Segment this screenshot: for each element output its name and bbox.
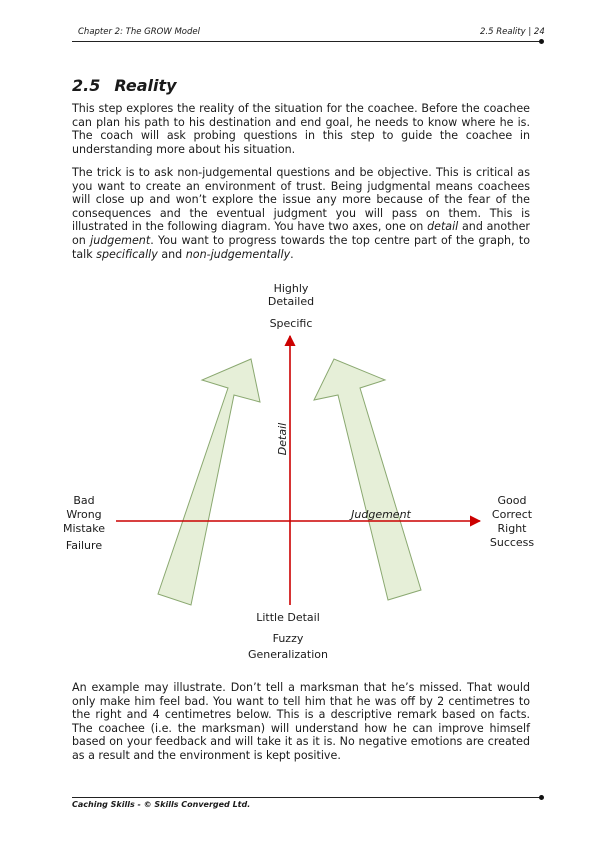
footer-rule bbox=[72, 797, 541, 798]
bottom-label-little-detail: Little Detail bbox=[256, 611, 320, 624]
left-label-failure: Failure bbox=[65, 539, 103, 552]
left-label-wrong: Wrong bbox=[66, 508, 102, 521]
top-label-specific: Specific bbox=[269, 317, 313, 330]
p2-specifically-emph: specifically bbox=[96, 247, 158, 261]
left-label-mistake: Mistake bbox=[62, 522, 106, 535]
p2-detail-emph: detail bbox=[427, 220, 459, 234]
right-label-correct: Correct bbox=[491, 508, 533, 521]
section-title: Reality bbox=[114, 76, 177, 95]
running-header-section: 2.5 Reality | 24 bbox=[480, 27, 545, 37]
paragraph-intro: This step explores the reality of the situation for the coachee. Before the coachee can plan his path to his destination and end goal, he needs to know where he is. The coach will ask probing questions in this step to guide the coachee in understanding more about his situation. bbox=[72, 102, 530, 156]
section-number: 2.5 bbox=[72, 76, 101, 95]
detail-judgement-diagram bbox=[0, 270, 600, 670]
vertical-axis-label: Detail bbox=[276, 422, 289, 456]
top-label-detailed: Detailed bbox=[267, 295, 315, 308]
footer-rule-end-dot bbox=[539, 795, 544, 800]
footer-copyright: Caching Skills - © Skills Converged Ltd. bbox=[72, 800, 251, 809]
right-label-success: Success bbox=[489, 536, 535, 549]
right-label-good: Good bbox=[497, 494, 527, 507]
horizontal-axis-label: Judgement bbox=[351, 508, 411, 521]
p2-judgement-emph: judgement bbox=[90, 233, 151, 247]
section-heading bbox=[72, 76, 177, 95]
left-label-bad: Bad bbox=[73, 494, 95, 507]
running-header-chapter: Chapter 2: The GROW Model bbox=[78, 27, 200, 37]
p2-text-d: and bbox=[157, 247, 186, 261]
left-progress-arrow bbox=[158, 359, 260, 605]
p2-text-b: and another on bbox=[72, 220, 530, 247]
p2-text-a: The trick is to ask non-judgemental questions and be objective. This is critical as you want to create an environment of trust. Being judgmental means coachees will close up and won’t explore the issue any more because of the fear of the consequences and the eventual judgment you will pass on them. This is illustrated in the following diagram. You have two axes, one on bbox=[72, 166, 530, 234]
right-label-right: Right bbox=[497, 522, 527, 535]
header-rule bbox=[72, 41, 541, 42]
p2-text-c: . You want to progress towards the top centre part of the graph, to talk bbox=[72, 233, 530, 261]
bottom-label-generalization: Generalization bbox=[248, 648, 328, 661]
p2-text-e: . bbox=[290, 247, 294, 261]
paragraph-example: An example may illustrate. Don’t tell a marksman that he’s missed. That would only make him feel bad. You want to tell him that he was off by 2 centimetres to the right and 4 centimetres below. This is a descriptive remark based on facts. The coachee (i.e. the marksman) will understand how he can improve himself based on your feedback and will take it as it is. No negative emotions are created as a result and the environment is kept positive. bbox=[72, 681, 530, 762]
header-rule-end-dot bbox=[539, 39, 544, 44]
top-label-highly: Highly bbox=[273, 282, 309, 295]
right-progress-arrow bbox=[314, 359, 421, 600]
bottom-label-fuzzy: Fuzzy bbox=[272, 632, 304, 645]
p2-nonjudgementally-emph: non-judgementally bbox=[185, 247, 291, 261]
paragraph-judgement bbox=[72, 166, 530, 261]
